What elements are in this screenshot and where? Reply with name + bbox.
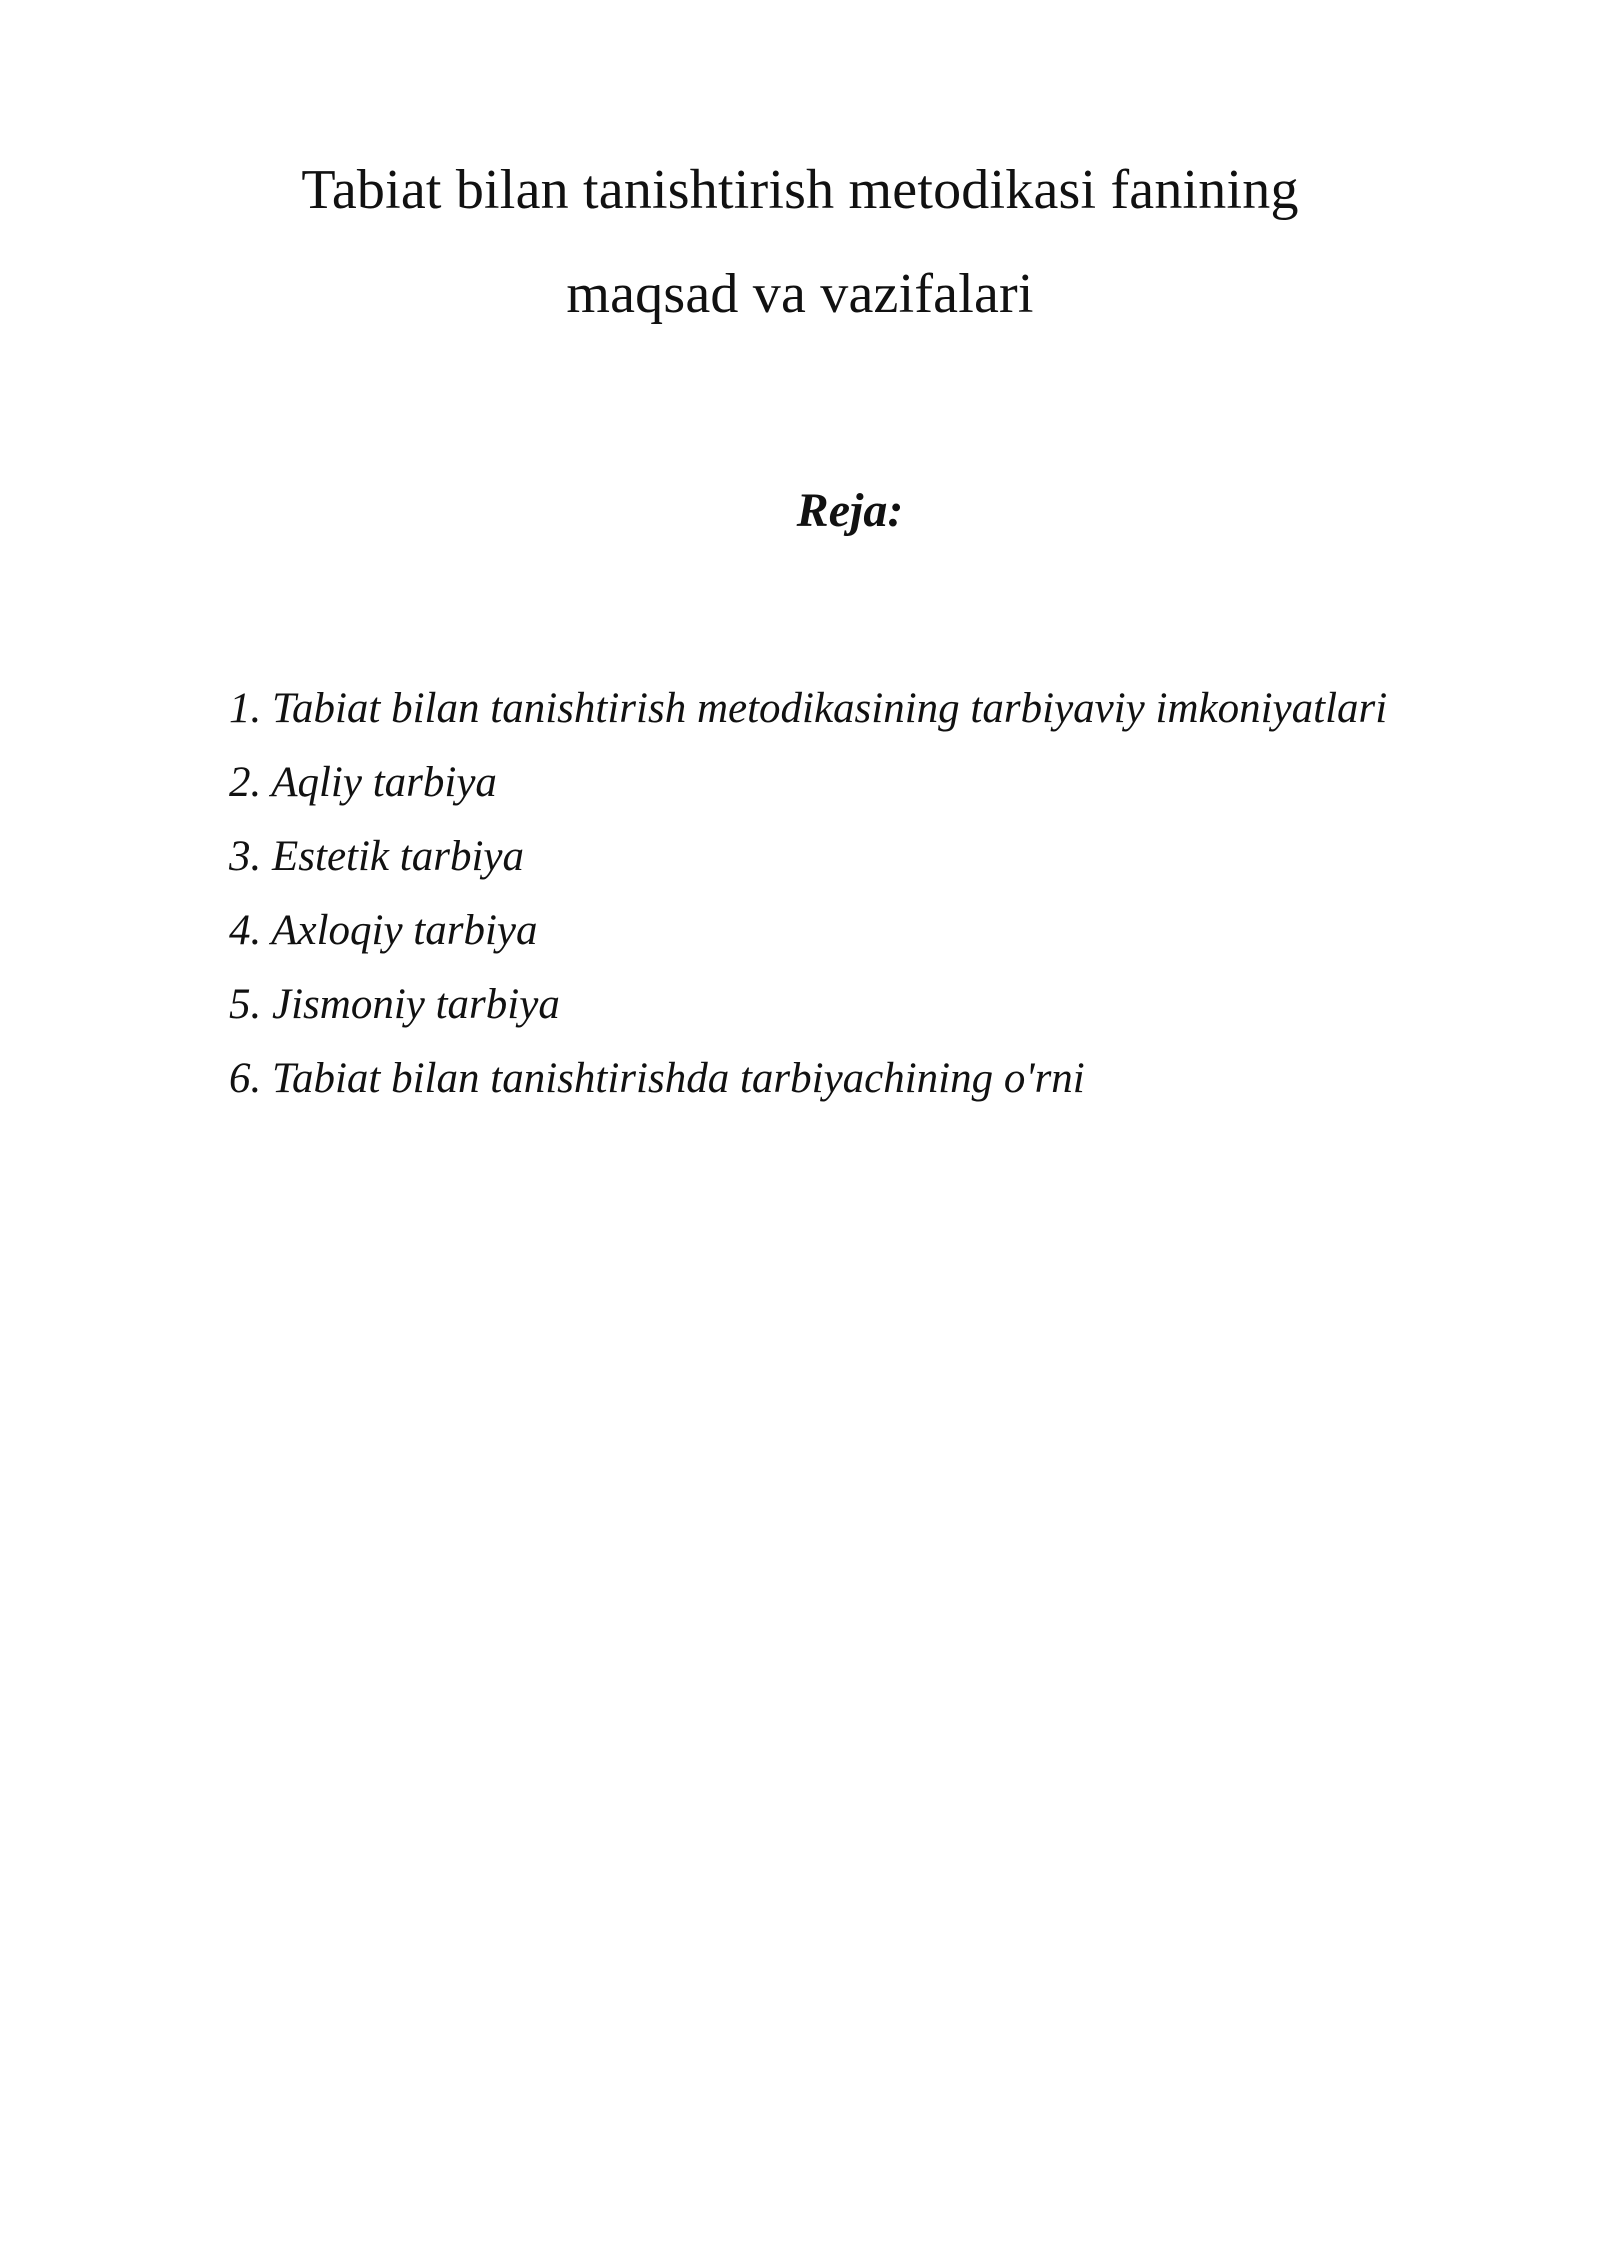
- plan-item: 2. Aqliy tarbiya: [229, 759, 497, 806]
- plan-heading: Reja:: [796, 484, 904, 537]
- plan-item: 1. Tabiat bilan tanishtirish metodikasining tarbiyaviy imkoniyatlari: [229, 685, 1388, 732]
- plan-item: 4. Axloqiy tarbiya: [229, 907, 538, 954]
- document-title-line-1: Tabiat bilan tanishtirish metodikasi fanining: [301, 159, 1299, 221]
- plan-item: 6. Tabiat bilan tanishtirishda tarbiyachining o'rni: [229, 1055, 1085, 1102]
- plan-item: 3. Estetik tarbiya: [229, 833, 524, 880]
- document-title-line-2: maqsad va vazifalari: [566, 263, 1034, 325]
- plan-item: 5. Jismoniy tarbiya: [229, 981, 560, 1028]
- plan-list: [229, 672, 1387, 1116]
